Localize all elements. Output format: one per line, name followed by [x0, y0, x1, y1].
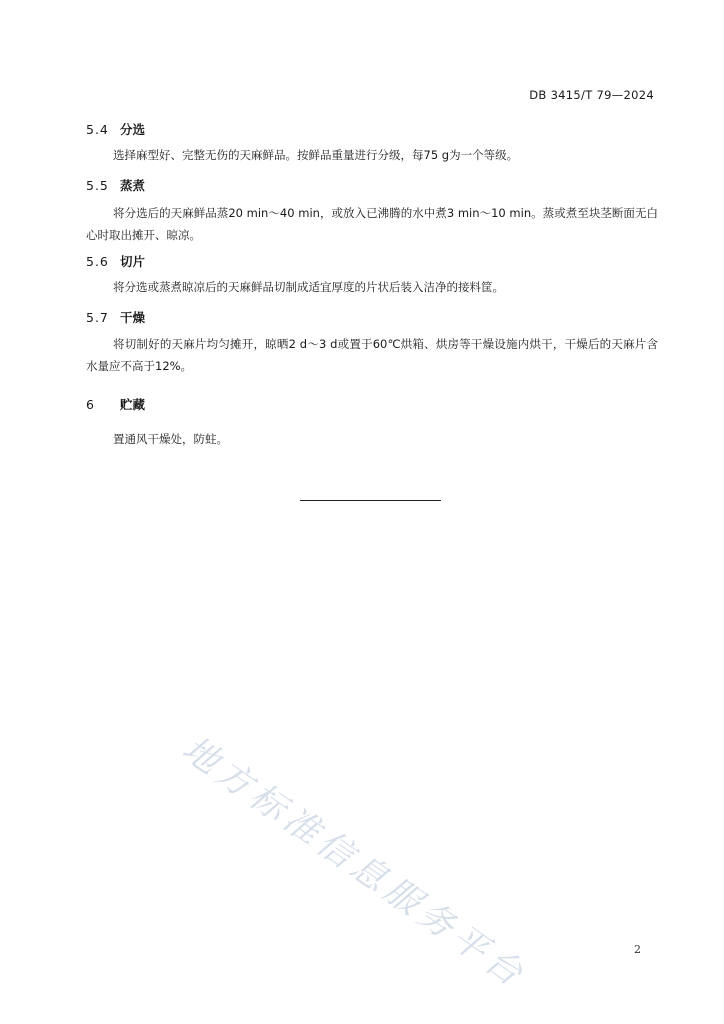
section-title: 干燥	[120, 310, 146, 325]
section-title: 贮藏	[120, 397, 146, 412]
section-paragraph: 将分选或蒸煮晾凉后的天麻鲜品切制成适宜厚度的片状后装入洁净的接料筐。	[113, 280, 504, 294]
section-heading	[86, 252, 145, 270]
section-paragraph: 置通风干燥处，防蛀。	[113, 432, 228, 446]
section-paragraph: 将分选后的天麻鲜品蒸20 min～40 min，或放入已沸腾的水中煮3 min～10 min。蒸或煮至块茎断面无白心时取出摊开、晾凉。	[86, 206, 658, 242]
section-number: 6	[86, 397, 95, 412]
section-number: 5.4	[86, 122, 109, 137]
section-title: 分选	[120, 122, 146, 137]
page-number: 2	[634, 943, 641, 956]
section-number: 5.7	[86, 310, 109, 325]
standard-code-header: DB 3415/T 79—2024	[529, 88, 654, 102]
section-heading	[86, 120, 145, 138]
section-paragraph: 将切制好的天麻片均匀摊开，晾晒2 d～3 d或置于60℃烘箱、烘房等干燥设施内烘干，干燥后的天麻片含水量应不高于12%。	[86, 337, 658, 373]
section-heading	[86, 395, 145, 413]
end-divider	[300, 500, 441, 501]
section-number: 5.5	[86, 178, 109, 193]
section-heading	[86, 176, 145, 194]
section-title: 切片	[120, 254, 146, 269]
watermark: 地方标准信息服务平台	[174, 729, 534, 998]
section-heading	[86, 308, 145, 326]
section-number: 5.6	[86, 254, 109, 269]
section-title: 蒸煮	[120, 178, 146, 193]
section-paragraph: 选择麻型好、完整无伤的天麻鲜品。按鲜品重量进行分级，每75 g为一个等级。	[113, 148, 519, 162]
